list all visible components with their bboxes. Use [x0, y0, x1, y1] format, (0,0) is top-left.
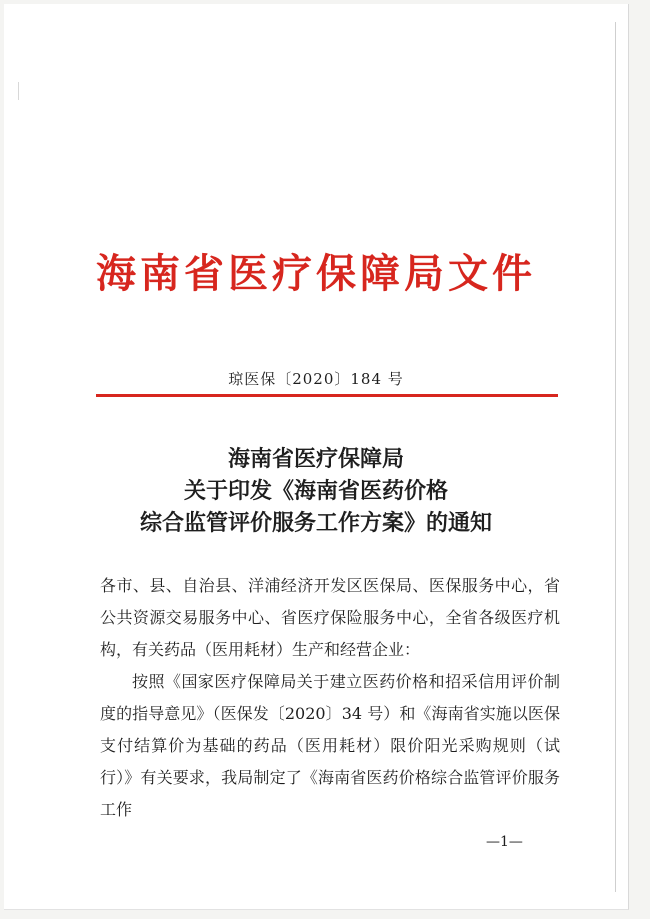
- title-line-1: 海南省医疗保障局: [227, 447, 404, 472]
- addressees-paragraph: 各市、县、自治县、洋浦经济开发区医保局、医保服务中心，省公共资源交易服务中心、省医疗保险服务中心，全省各级医疗机构，有关药品（医用耗材）生产和经营企业：: [100, 576, 560, 659]
- red-separator-line: [96, 394, 558, 397]
- document-page: [4, 4, 629, 910]
- document-body: [100, 570, 560, 826]
- document-title: [4, 444, 628, 540]
- scan-mark: [18, 82, 25, 100]
- title-line-3: 综合监管评价服务工作方案》的通知: [139, 511, 492, 536]
- document-number: 琼医保〔2020〕184 号: [228, 370, 404, 388]
- body-paragraph: 按照《国家医疗保障局关于建立医药价格和招采信用评价制度的指导意见》（医保发〔2020〕34 号）和《海南省实施以医保支付结算价为基础的药品（医用耗材）限价阳光采购规则（试行）》有关要求，我局制定了《海南省医药价格综合监管评价服务工作: [100, 672, 560, 819]
- issuing-authority-header: 海南省医疗保障局文件: [96, 251, 536, 297]
- title-line-2: 关于印发《海南省医药价格: [183, 479, 448, 504]
- page-number: —1—: [486, 834, 523, 850]
